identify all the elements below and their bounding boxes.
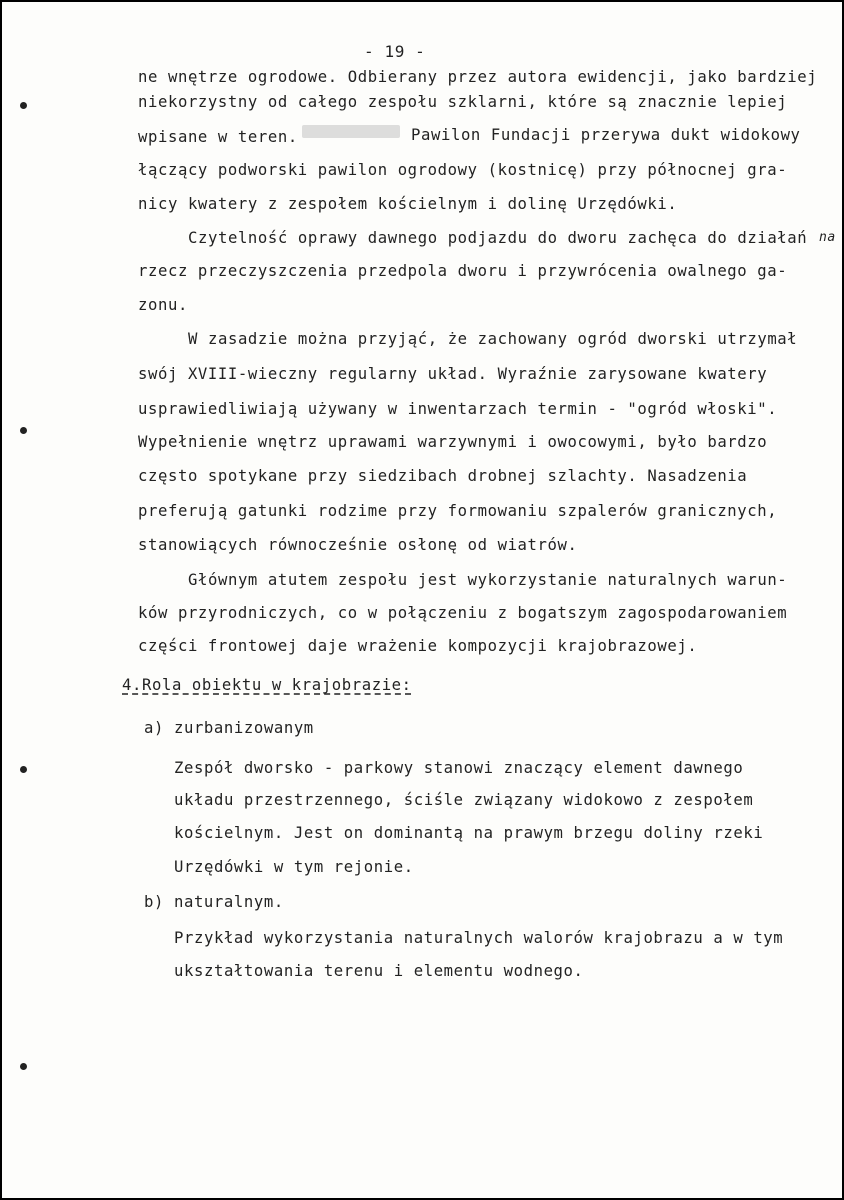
section-heading: 4.Rola obiektu w krajobrazie: xyxy=(122,676,412,694)
binder-hole-mark xyxy=(20,1063,27,1070)
binder-hole-mark xyxy=(20,102,27,109)
text-line: ne wnętrze ogrodowe. Odbierany przez autora ewidencji, jako bardziej xyxy=(138,68,818,86)
text-line: Czytelność oprawy dawnego podjazdu do dworu zachęca do działań xyxy=(188,229,808,247)
text-line: ukształtowania terenu i elementu wodnego. xyxy=(174,962,584,980)
text-line: Pawilon Fundacji przerywa dukt widokowy xyxy=(411,126,801,144)
text-line: usprawiedliwiają używany w inwentarzach termin - "ogród włoski". xyxy=(138,400,778,418)
document-page xyxy=(2,2,842,1198)
text-line: ków przyrodniczych, co w połączeniu z bogatszym zagospodarowaniem xyxy=(138,604,788,622)
text-line: swój XVIII-wieczny regularny układ. Wyraźnie zarysowane kwatery xyxy=(138,365,768,383)
text-line: często spotykane przy siedzibach drobnej szlachty. Nasadzenia xyxy=(138,467,748,485)
binder-hole-mark xyxy=(20,427,27,434)
page-number: - 19 - xyxy=(364,42,426,61)
text-line: układu przestrzennego, ściśle związany widokowo z zespołem xyxy=(174,791,754,809)
text-line: kościelnym. Jest on dominantą na prawym brzegu doliny rzeki xyxy=(174,824,764,842)
binder-hole-mark xyxy=(20,766,27,773)
text-line: Głównym atutem zespołu jest wykorzystanie naturalnych warun- xyxy=(188,571,788,589)
text-line: Zespół dworsko - parkowy stanowi znaczący element dawnego xyxy=(174,759,744,777)
text-line: łączący podworski pawilon ogrodowy (kostnicę) przy północnej gra- xyxy=(138,161,788,179)
text-line: stanowiących równocześnie osłonę od wiatrów. xyxy=(138,536,578,554)
text-line: nicy kwatery z zespołem kościelnym i dolinę Urzędówki. xyxy=(138,195,678,213)
text-line: preferują gatunki rodzime przy formowaniu szpalerów granicznych, xyxy=(138,502,778,520)
text-line: W zasadzie można przyjąć, że zachowany ogród dworski utrzymał xyxy=(188,330,798,348)
text-line: wpisane w teren. xyxy=(138,128,298,146)
text-line: rzecz przeczyszczenia przedpola dworu i przywrócenia owalnego ga- xyxy=(138,262,788,280)
correction-mark xyxy=(302,125,400,138)
text-line: niekorzystny od całego zespołu szklarni, które są znacznie lepiej xyxy=(138,93,788,111)
handwritten-addition: na xyxy=(819,230,836,245)
text-line: Wypełnienie wnętrz uprawami warzywnymi i owocowymi, było bardzo xyxy=(138,433,768,451)
text-line: zonu. xyxy=(138,296,188,314)
list-item-label: a) zurbanizowanym xyxy=(144,719,314,737)
text-line: Urzędówki w tym rejonie. xyxy=(174,858,414,876)
text-line: Przykład wykorzystania naturalnych walorów krajobrazu a w tym xyxy=(174,929,784,947)
list-item-label: b) naturalnym. xyxy=(144,893,284,911)
text-line: części frontowej daje wrażenie kompozycji krajobrazowej. xyxy=(138,637,698,655)
